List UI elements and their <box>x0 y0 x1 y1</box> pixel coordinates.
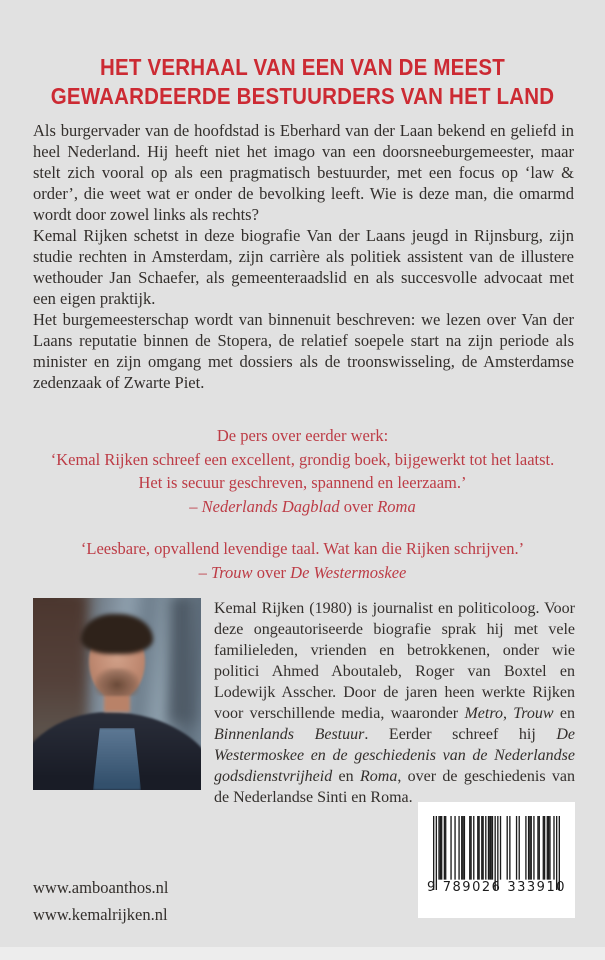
quote-line: ‘Leesbare, opvallend levendige taal. Wat kan die Rijken schrijven.’ <box>80 539 525 558</box>
synopsis <box>33 120 574 393</box>
author-shirt <box>93 728 141 790</box>
press-section <box>0 424 605 584</box>
quote-line: Het is secuur geschreven, spannend en leerzaam.’ <box>138 473 467 492</box>
headline <box>0 53 605 111</box>
press-quotes <box>0 448 605 585</box>
barcode-bars <box>433 816 560 890</box>
italic-run: Roma <box>377 496 416 516</box>
quote-attribution <box>0 495 605 519</box>
text-run: , <box>502 705 514 722</box>
synopsis-paragraph: Als burgervader van de hoofdstad is Eberhard van der Laan bekend en geliefd in heel Nederland. Hij heeft niet het imago van een doorsneeburgemeester, maar stelt zich vooral op als een pragmatisch bestuurder, met een focus op ‘law & order’, die weet wat er onder de bevolking leeft. Wie is deze man, die omarmd wordt door zowel links als rechts? <box>33 121 574 224</box>
photo-building-right <box>169 598 195 724</box>
italic-run: Roma <box>359 768 398 785</box>
website-url: www.amboanthos.nl <box>33 878 169 897</box>
text-run: en <box>332 768 360 785</box>
italic-run: Binnenlands Bestuur <box>214 726 365 743</box>
text-run: en <box>553 705 576 722</box>
website-url: www.kemalrijken.nl <box>33 905 168 924</box>
quote-attribution <box>0 561 605 585</box>
text-run: over <box>252 562 291 582</box>
barcode <box>418 802 575 918</box>
author-hair <box>81 614 153 654</box>
author-section <box>33 598 575 808</box>
headline-line-1: HET VERHAAL VAN EEN VAN DE MEEST <box>99 54 506 81</box>
author-beard <box>95 668 139 696</box>
press-intro: De pers over eerder werk: <box>216 426 389 445</box>
italic-run: De Westermoskee <box>290 562 407 582</box>
synopsis-paragraph: Het burgemeesterschap wordt van binnenuit beschreven: we lezen over Van der Laans reputatie binnen de Stopera, de relatief soepele start na zijn periode als minister en zijn omgang met dossiers als de troonswisseling, de Amsterdamse zedenzaak of Zwarte Piet. <box>33 310 574 392</box>
italic-run: Metro <box>464 705 503 722</box>
author-photo <box>33 598 201 790</box>
italic-run: De Westermoskee en de geschiedenis van de Nederlandse godsdienstvrijheid <box>214 726 575 785</box>
barcode-digit-left: 789026 <box>442 880 502 895</box>
press-quote <box>0 537 605 584</box>
website-list <box>33 874 169 928</box>
synopsis-paragraph: Kemal Rijken schetst in deze biografie Van der Laans jeugd in Rijnsburg, zijn studie rechten in Amsterdam, zijn carrière als politiek assistent van de illustere wethouder Jan Schaefer, als gemeenteraadslid en als succesvolle advocaat met een eigen praktijk. <box>33 226 574 308</box>
text-run: . Eerder schreef hij <box>364 726 557 743</box>
italic-run: Nederlands Dagblad <box>201 496 340 516</box>
italic-run: Trouw <box>210 562 253 582</box>
text-run: , over de geschiedenis van de Nederlandse Sinti en Roma. <box>214 768 575 806</box>
cover-bottom-edge <box>0 947 605 960</box>
italic-run: Trouw <box>513 705 554 722</box>
text-run: Kemal Rijken (1980) is journalist en politicoloog. Voor deze ongeautoriseerde biografie sprak hij met vele familieleden, vrienden en betrokkenen, onder wie politici Ahmed Aboutaleb, Roger van Boxtel en Lodewijk Asscher. Door de jaren heen werkte Rijken voor verschillende media, waaronder <box>214 600 575 722</box>
barcode-digit-first: 9 <box>427 880 437 895</box>
headline-line-2: GEWAARDEERDE BESTUURDERS VAN HET LAND <box>50 83 555 110</box>
press-quote <box>0 448 605 519</box>
text-run: over <box>339 496 378 516</box>
quote-line: ‘Kemal Rijken schreef een excellent, grondig boek, bijgewerkt tot het laatst. <box>50 449 555 469</box>
barcode-digits <box>427 880 566 895</box>
text-run: – <box>198 562 211 582</box>
text-run: – <box>189 496 202 516</box>
barcode-digit-right: 333910 <box>507 880 566 895</box>
author-bio-text <box>214 598 575 808</box>
